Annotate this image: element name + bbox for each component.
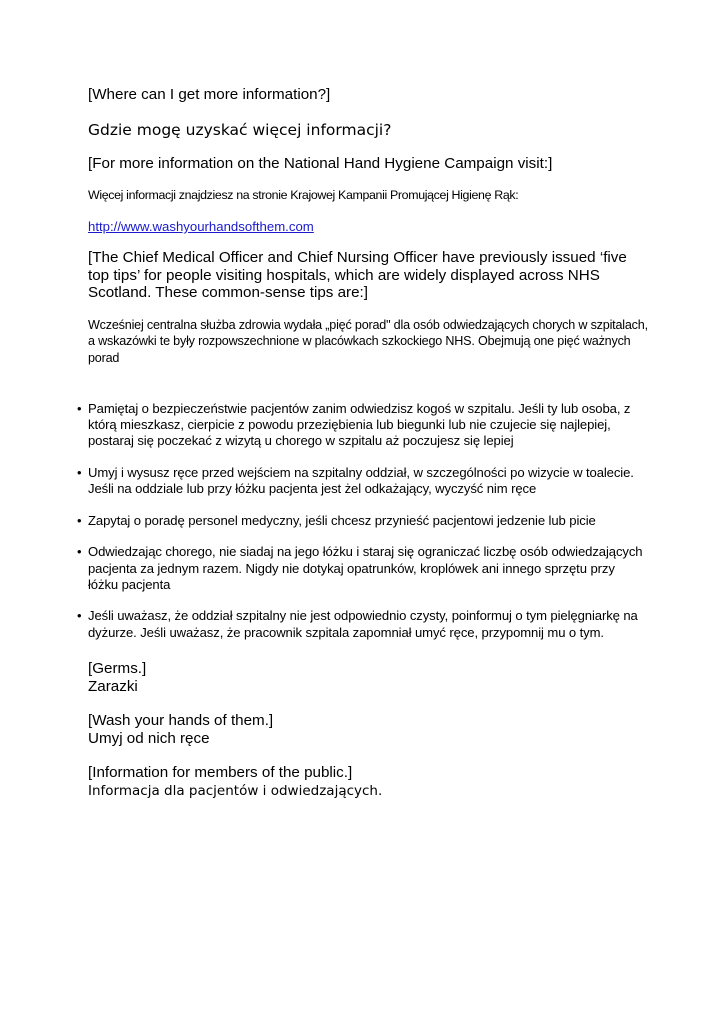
tip-text: Odwiedzając chorego, nie siadaj na jego łóżku i staraj się ograniczać liczbę osób odwiedzających pacjenta za jednym razem. Nigdy nie dotykaj opatrunków, kroplówek ani innego sprzętu przy łóżku pacjenta	[88, 544, 643, 592]
tips-intro-en: [The Chief Medical Officer and Chief Nursing Officer have previously issued ‘five top tips’ for people visiting hospitals, which are widely displayed across NHS Scotland. These common-sense tips are:]	[88, 249, 627, 301]
bullet-icon: •	[77, 544, 82, 560]
more-info-heading-en: [Where can I get more information?]	[88, 86, 331, 103]
public-info-text-en: [Information for members of the public.]	[88, 763, 353, 781]
wash-text-en: [Wash your hands of them.]	[88, 711, 274, 729]
more-info-heading-pl: Gdzie mogę uzyskać więcej informacji?	[88, 121, 392, 139]
list-item	[77, 608, 648, 640]
bullet-icon: •	[77, 400, 82, 416]
tip-text: Jeśli uważasz, że oddział szpitalny nie jest odpowiednio czysty, poinformuj o tym pielęgniarkę na dyżurze. Jeśli uważasz, że pracownik szpitala zapomniał umyć ręce, przypomnij mu o tym.	[88, 608, 638, 640]
bullet-icon: •	[77, 608, 82, 624]
germs-text-en: [Germs.]	[88, 659, 147, 677]
public-info-text-pl: Informacja dla pacjentów i odwiedzających.	[88, 782, 383, 799]
wash-text-pl: Umyj od nich ręce	[88, 729, 210, 747]
germs-block	[88, 660, 648, 696]
list-item	[77, 464, 648, 497]
list-item	[77, 544, 648, 593]
campaign-text-pl: Więcej informacji znajdziesz na stronie Krajowej Kampanii Promującej Higienę Rąk:	[88, 188, 519, 202]
document-page	[77, 85, 648, 800]
tips-intro-pl: Wcześniej centralna służba zdrowia wydała „pięć porad" dla osób odwiedzających chorych w szpitalach, a wskazówki te były rozpowszechnione w placówkach szkockiego NHS. Obejmują one pięć ważnych porad	[88, 317, 648, 365]
list-item	[77, 512, 648, 529]
tip-text: Umyj i wysusz ręce przed wejściem na szpitalny oddział, w szczególności po wizycie w toalecie. Jeśli na oddziale lub przy łóżku pacjenta jest żel odkażający, wyczyść nim ręce	[88, 464, 634, 496]
wash-block	[88, 712, 648, 748]
germs-text-pl: Zarazki	[88, 677, 138, 695]
public-info-block	[88, 764, 648, 800]
tips-list	[77, 400, 648, 641]
list-item	[77, 400, 648, 450]
campaign-link[interactable]: http://www.washyourhandsofthem.com	[88, 219, 314, 234]
bullet-icon: •	[77, 512, 82, 528]
tip-text: Zapytaj o poradę personel medyczny, jeśli chcesz przynieść pacjentowi jedzenie lub picie	[88, 512, 596, 528]
tip-text: Pamiętaj o bezpieczeństwie pacjentów zanim odwiedzisz kogoś w szpitalu. Jeśli ty lub osoba, z którą mieszkasz, cierpicie z powodu przeziębienia lub biegunki lub nie czujecie się najlepiej, postaraj się poczekać z wizytą u chorego w szpitalu aż poczujesz się lepiej	[88, 400, 631, 449]
campaign-text-en: [For more information on the National Hand Hygiene Campaign visit:]	[88, 155, 553, 172]
bullet-icon: •	[77, 464, 82, 480]
